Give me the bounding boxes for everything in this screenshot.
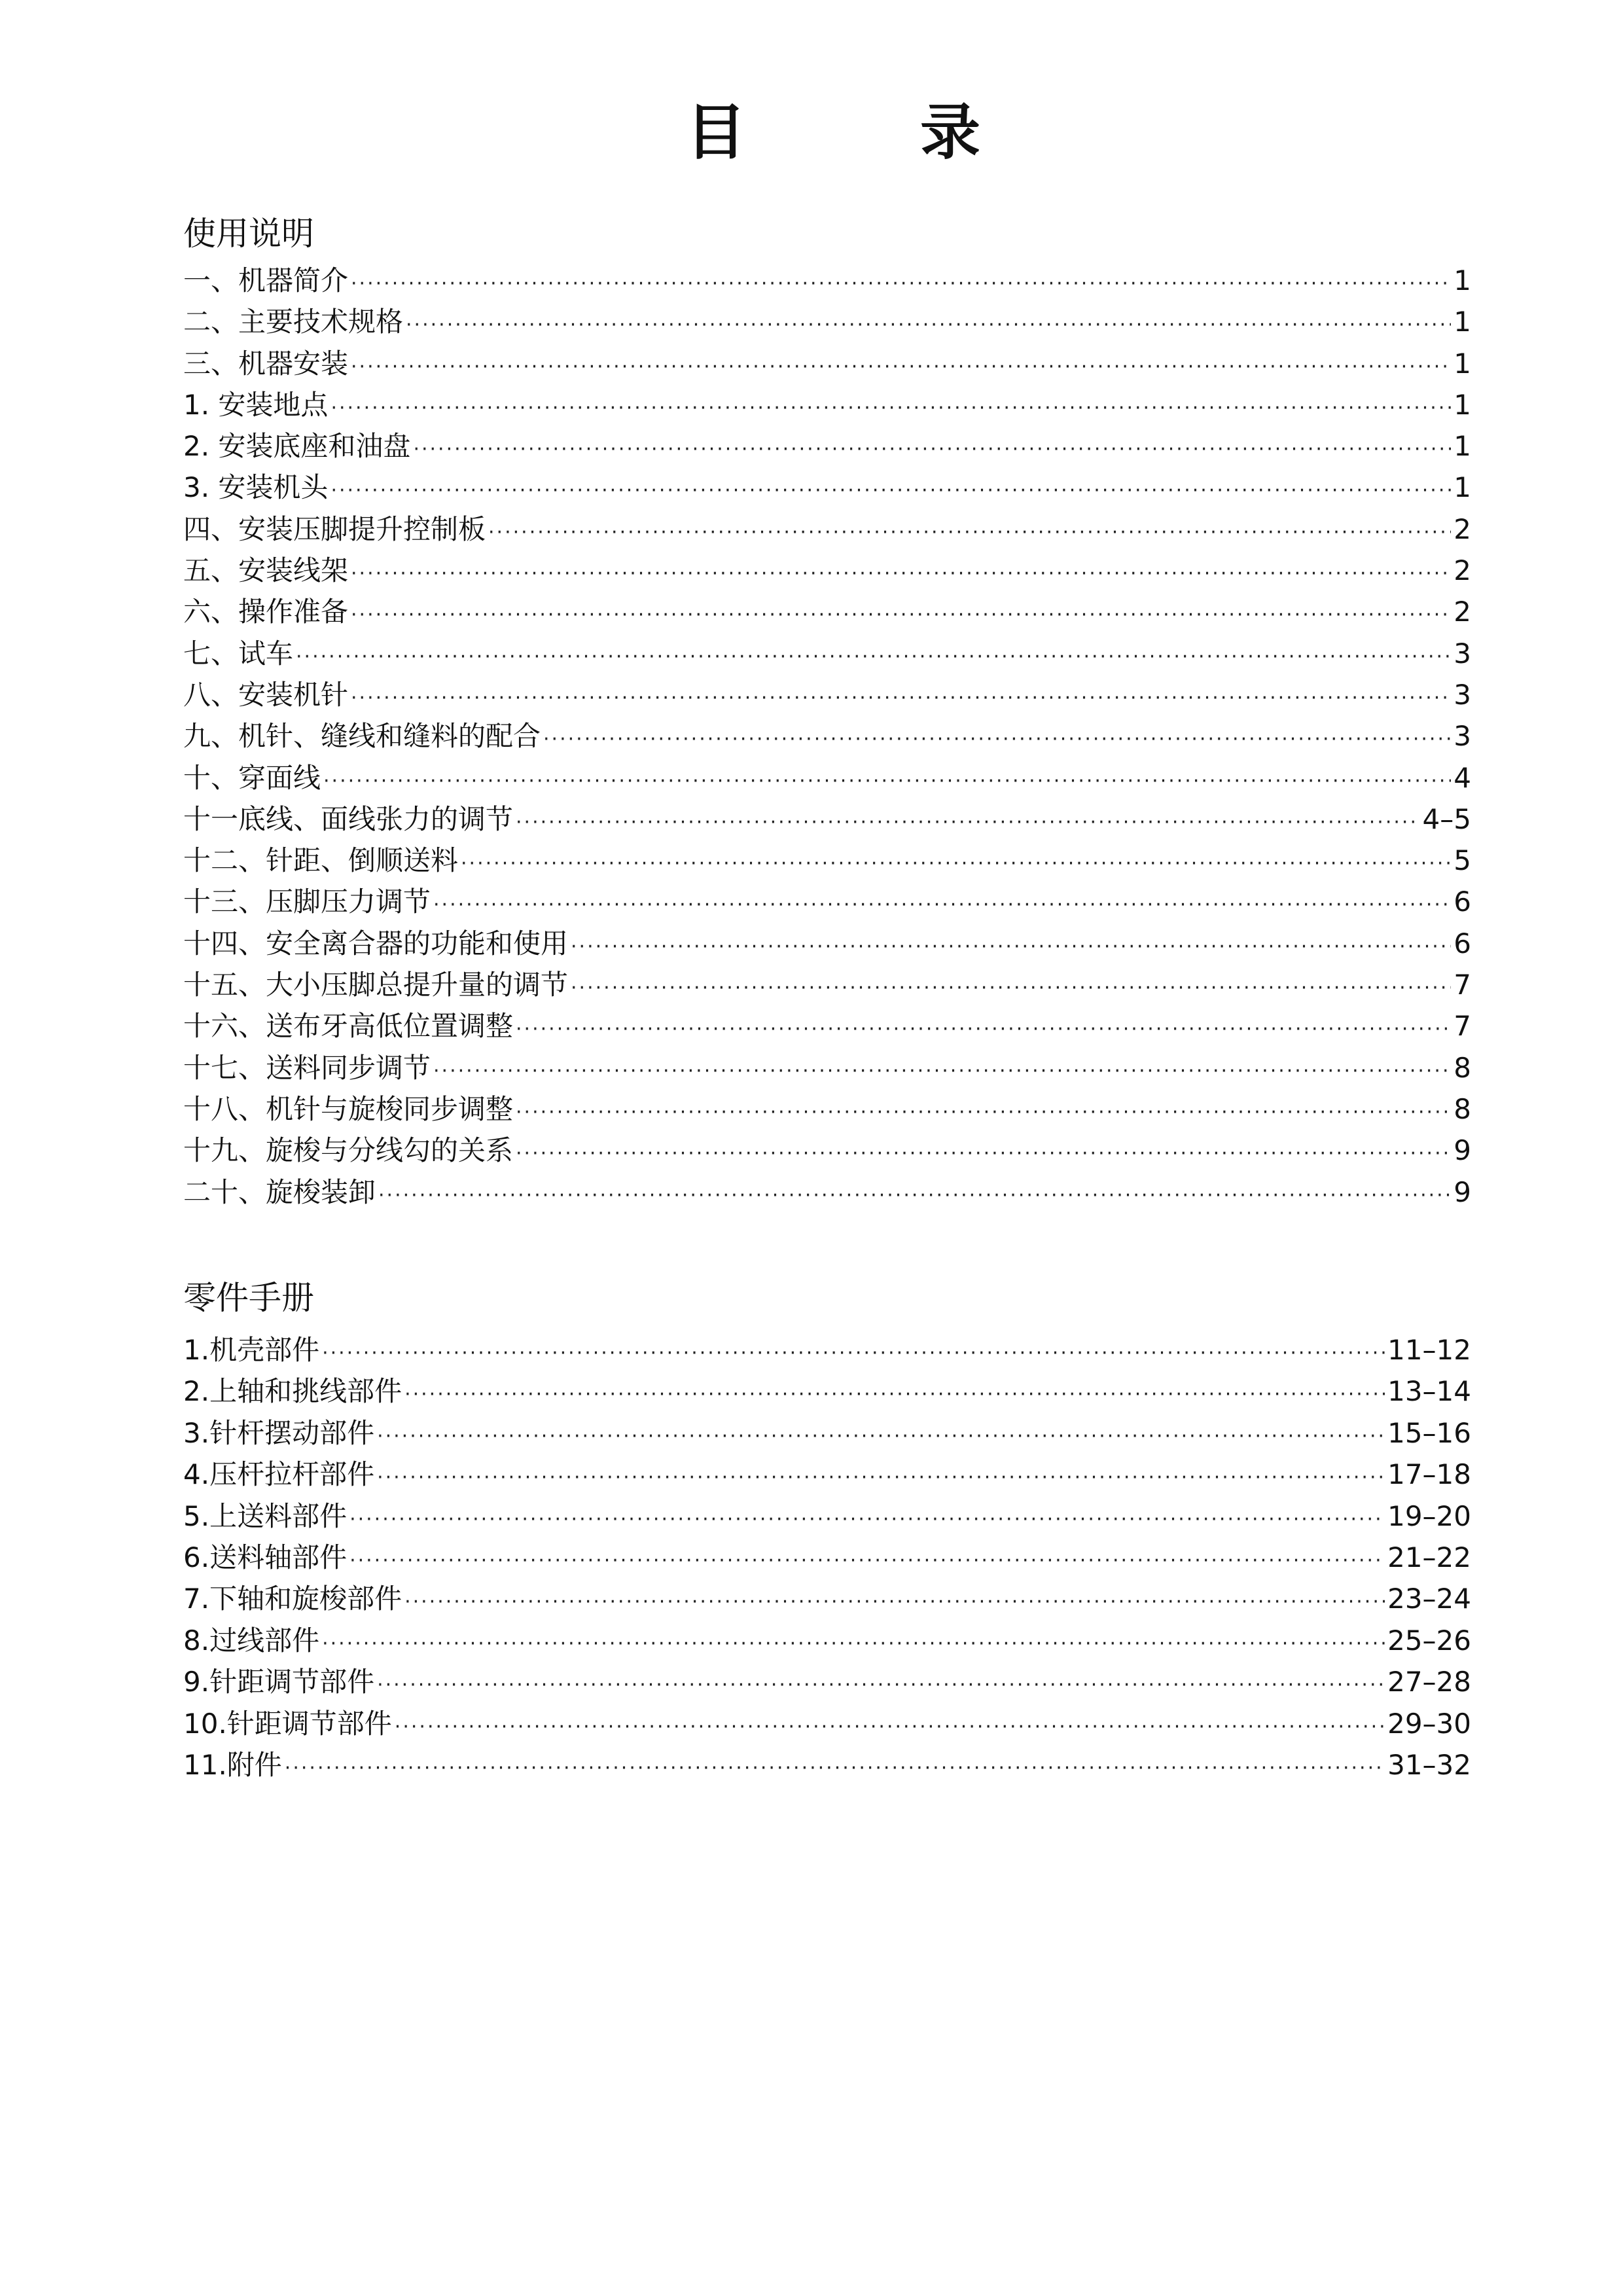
toc-entry-page: 9 [1454,1175,1471,1208]
toc-entry-page: 1 [1454,347,1471,380]
toc-dot-leader [377,1457,1385,1498]
toc-entry [183,1578,1471,1619]
toc-entry-title: 十四、安全离合器的功能和使用 [183,927,569,960]
toc-entry [183,1371,1471,1412]
toc-dot-leader [377,1664,1385,1706]
toc-entry-page: 2 [1454,596,1471,628]
toc-entry-page: 5 [1454,844,1471,877]
toc-entry [183,1047,1471,1088]
toc-entry-page: 1 [1454,264,1471,296]
toc-dot-leader [516,1009,1451,1050]
toc-entry-page: 29–30 [1387,1707,1471,1740]
toc-entry-page: 15–16 [1387,1416,1471,1449]
toc-entry [183,260,1471,301]
toc-dot-leader [571,926,1451,967]
toc-entry-page: 8 [1454,1051,1471,1084]
toc-entry-page: 13–14 [1387,1375,1471,1408]
toc-entry [183,591,1471,632]
toc-entry [183,840,1471,881]
toc-entry-page: 7 [1454,1010,1471,1043]
toc-entry-title: 六、操作准备 [183,596,349,628]
toc-dot-leader [322,1623,1385,1664]
toc-entry-title: 2. 安装底座和油盘 [183,430,411,463]
toc-entry-title: 十、穿面线 [183,761,321,794]
toc-entry [183,550,1471,591]
toc-dot-leader [543,719,1451,760]
toc-dot-leader [285,1748,1385,1789]
toc-entry-title: 三、机器安装 [183,347,349,380]
toc-entry-title: 八、安装机针 [183,678,349,711]
toc-dot-leader [377,1416,1385,1457]
toc-entry [183,757,1471,798]
toc-dot-leader [433,1050,1451,1092]
toc-entry-title: 十六、送布牙高低位置调整 [183,1010,514,1043]
toc-entry [183,1329,1471,1371]
toc-entry-page: 2 [1454,512,1471,545]
toc-entry-title: 8.过线部件 [183,1624,320,1657]
toc-dot-leader [404,1581,1385,1623]
toc-entry [183,1661,1471,1702]
toc-entry-page: 27–28 [1387,1666,1471,1698]
toc-dot-leader [330,387,1451,429]
toc-entry-title: 3.针杆摆动部件 [183,1416,375,1449]
toc-dot-leader [378,1175,1451,1216]
toc-dot-leader [351,346,1451,387]
toc-entry [183,1744,1471,1785]
toc-entry-page: 21–22 [1387,1541,1471,1573]
toc-entry-page: 19–20 [1387,1499,1471,1532]
toc-entry-page: 9 [1454,1134,1471,1167]
toc-dot-leader [330,470,1451,511]
toc-entry [183,633,1471,674]
toc-entry-page: 2 [1454,554,1471,587]
toc-entry-page: 11–12 [1387,1334,1471,1366]
toc-entry-title: 五、安装线架 [183,554,349,587]
toc-entry-title: 十二、针距、倒顺送料 [183,844,459,877]
toc-entry [183,964,1471,1005]
toc-entry [183,467,1471,508]
page-title-char: 目 [686,98,747,168]
toc-entry [183,1537,1471,1578]
toc-entry-page: 31–32 [1387,1748,1471,1781]
toc-entry-title: 九、机针、缝线和缝料的配合 [183,720,541,753]
toc-entry-title: 6.送料轴部件 [183,1541,348,1573]
toc-entry-title: 2.上轴和挑线部件 [183,1375,402,1408]
toc-entry-page: 23–24 [1387,1583,1471,1615]
toc-dot-leader [351,677,1451,719]
toc-entry-title: 5.上送料部件 [183,1499,348,1532]
toc-dot-leader [433,884,1451,925]
toc-dot-leader [516,802,1420,843]
toc-dot-leader [351,553,1451,594]
section-heading-parts-manual: 零件手册 [183,1279,314,1317]
toc-entry-title: 11.附件 [183,1748,282,1781]
toc-list-parts-manual [183,1329,1471,1785]
toc-entry-page: 6 [1454,886,1471,918]
toc-entry-page: 3 [1454,678,1471,711]
toc-entry [183,798,1471,840]
toc-entry-title: 1. 安装地点 [183,388,329,421]
toc-entry-title: 四、安装压脚提升控制板 [183,512,486,545]
toc-entry-title: 7.下轴和旋梭部件 [183,1583,402,1615]
toc-entry-page: 4 [1454,761,1471,794]
toc-entry-title: 十七、送料同步调节 [183,1051,431,1084]
toc-entry-page: 17–18 [1387,1458,1471,1491]
toc-entry [183,1005,1471,1047]
toc-entry-page: 1 [1454,306,1471,338]
toc-entry [183,1130,1471,1171]
toc-entry-page: 25–26 [1387,1624,1471,1657]
toc-entry [183,1620,1471,1661]
toc-entry [183,923,1471,964]
toc-entry [183,715,1471,757]
toc-dot-leader [413,429,1451,470]
toc-entry-title: 十三、压脚压力调节 [183,886,431,918]
toc-dot-leader [404,1374,1385,1415]
toc-entry [183,674,1471,715]
toc-entry [183,1088,1471,1130]
toc-entry-page: 3 [1454,637,1471,670]
toc-dot-leader [488,512,1451,553]
toc-entry-title: 十五、大小压脚总提升量的调节 [183,969,569,1001]
toc-entry [183,425,1471,467]
toc-dot-leader [323,761,1451,802]
toc-entry-title: 1.机壳部件 [183,1334,320,1366]
toc-dot-leader [395,1706,1385,1748]
toc-entry [183,1496,1471,1537]
toc-list-usage-instructions [183,260,1471,1213]
toc-dot-leader [351,263,1451,304]
toc-entry-page: 8 [1454,1092,1471,1125]
toc-entry-page: 1 [1454,471,1471,504]
toc-entry-page: 3 [1454,720,1471,753]
toc-entry-title: 二、主要技术规格 [183,306,404,338]
section-heading-usage-instructions: 使用说明 [183,215,314,253]
toc-entry [183,301,1471,342]
toc-entry-page: 7 [1454,969,1471,1001]
toc-entry [183,343,1471,384]
toc-entry-page: 1 [1454,430,1471,463]
toc-entry [183,1703,1471,1744]
toc-dot-leader [322,1333,1385,1374]
toc-dot-leader [516,1092,1451,1133]
toc-entry-page: 1 [1454,388,1471,421]
page-title [0,90,1623,175]
toc-entry-page: 6 [1454,927,1471,960]
toc-entry [183,509,1471,550]
toc-entry-title: 十九、旋梭与分线勾的关系 [183,1134,514,1167]
toc-entry [183,1412,1471,1454]
toc-entry-title: 十八、机针与旋梭同步调整 [183,1092,514,1125]
toc-entry [183,384,1471,425]
toc-entry-title: 七、试车 [183,637,294,670]
toc-dot-leader [516,1133,1451,1174]
toc-dot-leader [349,1540,1385,1581]
toc-dot-leader [351,594,1451,636]
toc-dot-leader [406,304,1451,346]
toc-entry [183,881,1471,922]
toc-entry-title: 二十、旋梭装卸 [183,1175,376,1208]
toc-dot-leader [571,967,1451,1009]
toc-entry-page: 4–5 [1422,802,1471,835]
toc-dot-leader [349,1499,1385,1540]
toc-entry-title: 9.针距调节部件 [183,1666,375,1698]
toc-entry-title: 4.压杆拉杆部件 [183,1458,375,1491]
page-title-char: 录 [920,98,981,168]
toc-entry [183,1454,1471,1495]
toc-entry [183,1172,1471,1213]
toc-entry-title: 十一底线、面线张力的调节 [183,802,514,835]
toc-entry-title: 10.针距调节部件 [183,1707,392,1740]
toc-entry-title: 3. 安装机头 [183,471,329,504]
toc-entry-title: 一、机器简介 [183,264,349,296]
toc-dot-leader [461,843,1451,884]
toc-dot-leader [296,636,1451,677]
